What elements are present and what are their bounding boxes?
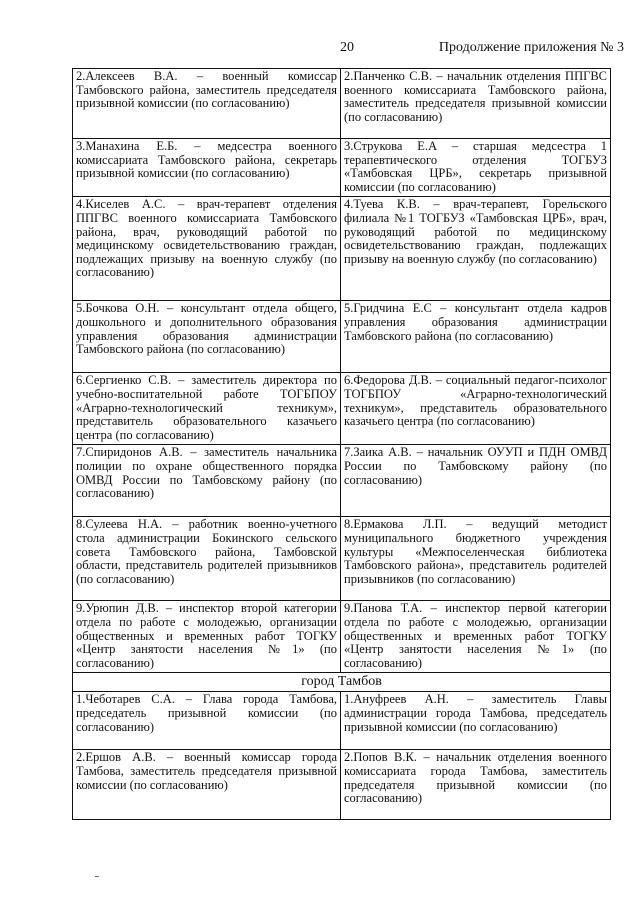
scan-mark bbox=[95, 876, 99, 877]
table-cell-reserve: 2.Попов В.К. – начальник отделения военного комиссариата города Тамбова, заместитель председателя призывной комиссии (по согласованию) bbox=[341, 750, 611, 820]
table-row bbox=[73, 139, 611, 197]
section-row bbox=[73, 673, 611, 692]
table-cell-reserve: 6.Федорова Д.В. – социальный педагог-психолог ТОГБПОУ «Аграрно-технологический техникум», представитель образовательного казачьего центра (по согласованию) bbox=[341, 373, 611, 445]
page-number: 20 bbox=[340, 40, 354, 55]
table-row bbox=[73, 601, 611, 673]
table-cell-reserve: 1.Ануфреев А.Н. – заместитель Главы администрации города Тамбова, председатель призывной комиссии (по согласованию) bbox=[341, 692, 611, 750]
table-row bbox=[73, 445, 611, 517]
table-cell-reserve: 3.Струкова Е.А – старшая медсестра 1 терапевтического отделения ТОГБУЗ «Тамбовская ЦРБ», секретарь призывной комиссии (по согласованию) bbox=[341, 139, 611, 197]
table-row bbox=[73, 69, 611, 139]
table-cell-main: 2.Ершов А.В. – военный комиссар города Тамбова, заместитель председателя призывной комиссии (по согласованию) bbox=[73, 750, 341, 820]
table-cell-reserve: 5.Гридчина Е.С – консультант отдела кадров управления образования администрации Тамбовского района (по согласованию) bbox=[341, 301, 611, 373]
table-cell-main: 3.Манахина Е.Б. – медсестра военного комиссариата Тамбовского района, секретарь призывной комиссии (по согласованию) bbox=[73, 139, 341, 197]
table-cell-main: 4.Киселев А.С. – врач-терапевт отделения ППГВС военного комиссариата Тамбовского района, врач, руководящий работой по медицинскому освидетельствованию граждан, подлежащих призыву на военную службу (по согласованию) bbox=[73, 197, 341, 301]
table-cell-reserve: 9.Панова Т.А. – инспектор первой категории отдела по работе с молодежью, организации общественных и временных работ ТОГКУ «Центр занятости населения №1» (по согласованию) bbox=[341, 601, 611, 673]
table-row bbox=[73, 197, 611, 301]
table-cell-reserve: 7.Заика А.В. – начальник ОУУП и ПДН ОМВД России по Тамбовскому району (по согласованию) bbox=[341, 445, 611, 517]
table-row bbox=[73, 692, 611, 750]
commission-table bbox=[72, 68, 611, 820]
table-cell-reserve: 8.Ермакова Л.П. – ведущий методист муниципального бюджетного учреждения культуры «Межпоселенческая библиотека Тамбовского района», представитель родителей призывников (по согласованию) bbox=[341, 517, 611, 601]
table-cell-main: 7.Спиридонов А.В. – заместитель начальника полиции по охране общественного порядка ОМВД России по Тамбовскому району (по согласованию) bbox=[73, 445, 341, 517]
table-cell-main: 2.Алексеев В.А. – военный комиссар Тамбовского района, заместитель председателя призывной комиссии (по согласованию) bbox=[73, 69, 341, 139]
table-row bbox=[73, 517, 611, 601]
table-row bbox=[73, 373, 611, 445]
page-header bbox=[0, 40, 640, 62]
continuation-title: Продолжение приложения № 3 bbox=[438, 40, 624, 55]
table-cell-main: 5.Бочкова О.Н. – консультант отдела общего, дошкольного и дополнительного образования управления образования администрации Тамбовского района (по согласованию) bbox=[73, 301, 341, 373]
section-title: город Тамбов bbox=[73, 673, 611, 692]
table-row bbox=[73, 301, 611, 373]
table-cell-reserve: 4.Туева К.В. – врач-терапевт, Горельского филиала №1 ТОГБУЗ «Тамбовская ЦРБ», врач, руководящий работой по медицинскому освидетельствованию граждан, подлежащих призыву на военную службу (по согласованию) bbox=[341, 197, 611, 301]
table-cell-main: 6.Сергиенко С.В. – заместитель директора по учебно-воспитательной работе ТОГБПОУ «Аграрно-технологический техникум», представитель образовательного казачьего центра (по согласованию) bbox=[73, 373, 341, 445]
table-cell-main: 8.Сулеева Н.А. – работник военно-учетного стола администрации Бокинского сельского совета Тамбовского района, Тамбовской области, представитель родителей призывников (по согласованию) bbox=[73, 517, 341, 601]
table-row bbox=[73, 750, 611, 820]
table-cell-main: 9.Урюпин Д.В. – инспектор второй категории отдела по работе с молодежью, организации общественных и временных работ ТОГКУ «Центр занятости населения №1» (по согласованию) bbox=[73, 601, 341, 673]
table-cell-reserve: 2.Панченко С.В. – начальник отделения ППГВС военного комиссариата Тамбовского района, заместитель председателя призывной комиссии (по согласованию) bbox=[341, 69, 611, 139]
table-cell-main: 1.Чеботарев С.А. – Глава города Тамбова, председатель призывной комиссии (по согласованию) bbox=[73, 692, 341, 750]
